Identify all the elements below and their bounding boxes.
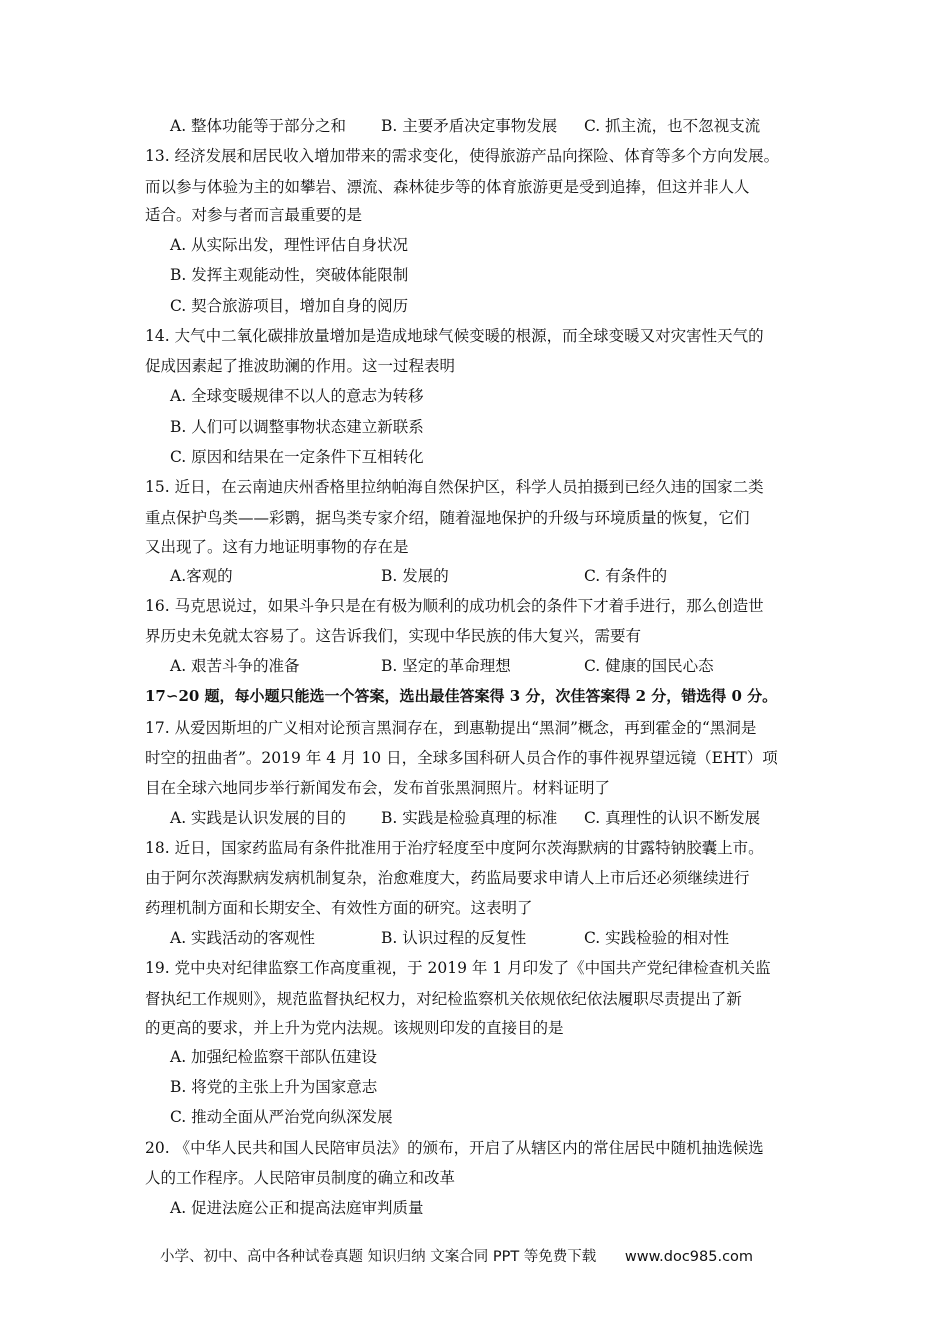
q17-stem-line-2: 时空的扭曲者”。2019 年 4 月 10 日，全球多国科研人员合作的事件视界望远镜（EHT）项 <box>145 749 778 767</box>
q19-stem-line-2: 督执纪工作规则》，规范监督执纪权力，对纪检监察机关依规依纪依法履职尽责提出了新 <box>145 990 742 1008</box>
q15-stem-line-2: 重点保护鸟类——彩鹮，据鸟类专家介绍，随着湿地保护的升级与环境质量的恢复，它们 <box>145 509 750 527</box>
q16-option-c: C. 健康的国民心态 <box>584 657 714 675</box>
q13-stem-line-3: 适合。对参与者而言最重要的是 <box>145 206 363 224</box>
q12-option-c: C. 抓主流，也不忽视支流 <box>584 117 761 135</box>
q14-option-b: B. 人们可以调整事物状态建立新联系 <box>170 418 424 436</box>
q15-option-b: B. 发展的 <box>381 567 449 585</box>
q19-stem-line-1: 19. 党中央对纪律监察工作高度重视，于 2019 年 1 月印发了《中国共产党纪律检查机关监 <box>145 959 771 977</box>
footer-text: 小学、初中、高中各种试卷真题 知识归纳 文案合同 PPT 等免费下载 <box>160 1249 597 1265</box>
q14-option-a: A. 全球变暖规律不以人的意志为转移 <box>170 387 424 405</box>
q18-stem-line-1: 18. 近日，国家药监局有条件批准用于治疗轻度至中度阿尔茨海默病的甘露特钠胶囊上市。 <box>145 839 764 857</box>
q17-stem-line-1: 17. 从爱因斯坦的广义相对论预言黑洞存在，到惠勒提出“黑洞”概念，再到霍金的“黑洞是 <box>145 719 757 737</box>
q16-stem-line-2: 界历史未免就太容易了。这告诉我们，实现中华民族的伟大复兴，需要有 <box>145 627 642 645</box>
q17-option-c: C. 真理性的认识不断发展 <box>584 809 761 827</box>
q14-option-c: C. 原因和结果在一定条件下互相转化 <box>170 448 424 466</box>
q17-option-b: B. 实践是检验真理的标准 <box>381 809 558 827</box>
q13-option-c: C. 契合旅游项目，增加自身的阅历 <box>170 297 409 315</box>
q14-stem-line-2: 促成因素起了推波助澜的作用。这一过程表明 <box>145 357 456 375</box>
q18-option-b: B. 认识过程的反复性 <box>381 929 527 947</box>
q19-stem-line-3: 的更高的要求，并上升为党内法规。该规则印发的直接目的是 <box>145 1019 564 1037</box>
q13-option-a: A. 从实际出发，理性评估自身状况 <box>170 236 409 254</box>
q15-option-c: C. 有条件的 <box>584 567 668 585</box>
q13-option-b: B. 发挥主观能动性，突破体能限制 <box>170 266 409 284</box>
q15-option-a: A.客观的 <box>170 567 233 585</box>
q12-option-a: A. 整体功能等于部分之和 <box>170 117 347 135</box>
q20-option-a: A. 促进法庭公正和提高法庭审判质量 <box>170 1199 424 1217</box>
q18-option-c: C. 实践检验的相对性 <box>584 929 730 947</box>
q19-option-a: A. 加强纪检监察干部队伍建设 <box>170 1048 378 1066</box>
footer-url-link[interactable]: www.doc985.com <box>624 1249 754 1265</box>
q20-stem-line-2: 人的工作程序。人民陪审员制度的确立和改革 <box>145 1169 456 1187</box>
q14-stem-line-1: 14. 大气中二氧化碳排放量增加是造成地球气候变暖的根源，而全球变暖又对灾害性天气的 <box>145 327 764 345</box>
q15-stem-line-1: 15. 近日，在云南迪庆州香格里拉纳帕海自然保护区，科学人员拍摄到已经久违的国家二类 <box>145 478 764 496</box>
q18-stem-line-2: 由于阿尔茨海默病发病机制复杂，治愈难度大，药监局要求申请人上市后还必须继续进行 <box>145 869 750 887</box>
q13-stem-line-2: 而以参与体验为主的如攀岩、漂流、森林徒步等的体育旅游更是受到追捧，但这并非人人 <box>145 178 750 196</box>
q18-option-a: A. 实践活动的客观性 <box>170 929 316 947</box>
q19-option-c: C. 推动全面从严治党向纵深发展 <box>170 1108 393 1126</box>
q16-option-b: B. 坚定的革命理想 <box>381 657 511 675</box>
page-footer <box>160 1245 753 1266</box>
q16-stem-line-1: 16. 马克思说过，如果斗争只是在有极为顺利的成功机会的条件下才着手进行，那么创造世 <box>145 597 764 615</box>
q19-option-b: B. 将党的主张上升为国家意志 <box>170 1078 378 1096</box>
q15-stem-line-3: 又出现了。这有力地证明事物的存在是 <box>145 538 409 556</box>
q17-option-a: A. 实践是认识发展的目的 <box>170 809 347 827</box>
q12-option-b: B. 主要矛盾决定事物发展 <box>381 117 558 135</box>
section-scoring-note: 17∽20 题，每小题只能选一个答案，选出最佳答案得 3 分，次佳答案得 2 分，错选得 0 分。 <box>145 687 778 705</box>
q17-stem-line-3: 目在全球六地同步举行新闻发布会，发布首张黑洞照片。材料证明了 <box>145 779 611 797</box>
q20-stem-line-1: 20. 《中华人民共和国人民陪审员法》的颁布，开启了从辖区内的常住居民中随机抽选候选 <box>145 1139 764 1157</box>
q13-stem-line-1: 13. 经济发展和居民收入增加带来的需求变化，使得旅游产品向探险、体育等多个方向发展。 <box>145 147 780 165</box>
q18-stem-line-3: 药理机制方面和长期安全、有效性方面的研究。这表明了 <box>145 899 533 917</box>
q16-option-a: A. 艰苦斗争的准备 <box>170 657 300 675</box>
